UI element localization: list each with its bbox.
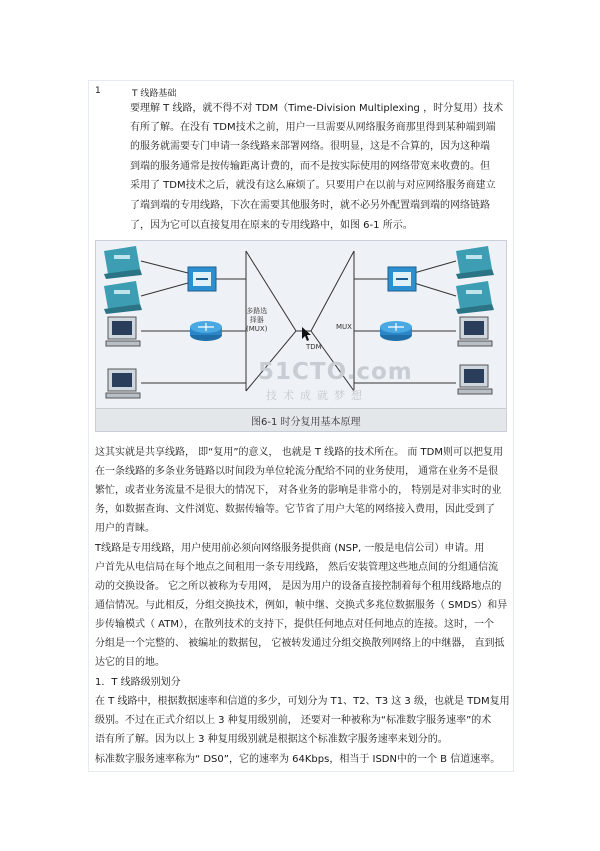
body-line: 标准数字服务速率称为“ DS0”，它的速率为 64Kbps，相当于 ISDN中的一个 B 信道速率。 xyxy=(95,754,501,765)
tdm-label: TDM xyxy=(306,343,322,351)
intro-line: 有所了解。在没有 TDM技术之前，用户一旦需要从网络服务商那里得到某种端到端 xyxy=(130,122,496,133)
router-icon-left xyxy=(190,321,222,341)
body-line: 分组是一个完整的、 被编址的数据包， 它被转发通过分组交换散列网络上的中继器， 直到抵 xyxy=(95,638,505,649)
phone-icon-left-2 xyxy=(104,281,142,314)
figure-caption: 图6-1 时分复用基本原理 xyxy=(251,417,361,428)
body-line: 户首先从电信局在每个地点之间租用一条专用线路， 然后安装管理这些地点间的分组通信流 xyxy=(95,562,499,573)
mux-right-label: MUX xyxy=(336,323,352,331)
watermark-51cto: 51CTO.com xyxy=(258,359,413,385)
intro-line: 了，因为它可以直接复用在原来的专用线路中，如图 6-1 所示。 xyxy=(130,220,413,231)
computer-icon-left-2 xyxy=(106,369,140,398)
tdm-diagram-figure xyxy=(95,240,507,432)
multiplexer-icon-left xyxy=(188,267,216,291)
phone-icon-right-1 xyxy=(456,246,494,279)
section-title: T 线路基础 xyxy=(132,89,177,99)
subsection-heading: 1．T 线路级别划分 xyxy=(95,677,181,688)
body-line: 用户的青睐。 xyxy=(95,523,155,534)
body-line: 在一条线路的多条业务链路以时间段为单位轮流分配给不同的业务使用， 通常在业务不是很 xyxy=(95,466,499,477)
phone-icon-right-2 xyxy=(456,281,494,314)
router-icon-right xyxy=(380,321,412,341)
computer-icon-left-1 xyxy=(106,317,140,346)
body-line: T线路是专用线路，用户使用前必须向网络服务提供商 (NSP, 一般是电信公司）申请。用 xyxy=(95,543,485,554)
body-line: 在 T 线路中，根据数据速率和信道的多少，可划分为 T1、T2、T3 这 3 级，也就是 TDM复用 xyxy=(95,696,510,707)
intro-line: 要理解 T 线路，就不得不对 TDM（Time-Division Multiplexing ，时分复用）技术 xyxy=(130,103,504,114)
computer-icon-right-1 xyxy=(458,317,492,346)
body-line: 这其实就是共享线路， 即“复用”的意义， 也就是 T 线路的技术所在。 而 TDM则可以把复用 xyxy=(95,447,503,458)
figure-caption-bar xyxy=(96,408,506,431)
body-line: 语有所了解。因为以上 3 种复用级别就是根据这个标准数字服务速率来划分的。 xyxy=(95,734,448,745)
body-line: 务，如数据查询、文件浏览、数据传输等。它节省了用户大笔的网络接入费用，因此受到了 xyxy=(95,504,495,515)
body-line: 动的交换设备。 它之所以被称为专用网， 是因为用户的设备直接控制着每个租用线路地点的 xyxy=(95,581,502,592)
body-line: 达它的目的地。 xyxy=(95,657,165,668)
section-number: 1 xyxy=(95,86,101,96)
intro-line: 采用了 TDM技术之后，就没有这么麻烦了。只要用户在以前与对应网络服务商建立 xyxy=(130,180,496,191)
body-line: 步传输模式（ ATM），在散列技术的支持下，提供任何地点对任何地点的连接。这时，一个 xyxy=(95,619,494,630)
cursor-icon xyxy=(302,327,311,341)
computer-icon-right-2 xyxy=(458,365,492,394)
intro-line: 了端到端的专用线路，下次在需要其他服务时，就不必另外配置端到端的网络链路 xyxy=(130,200,490,211)
watermark-slogan: 技术成就梦想 xyxy=(266,389,368,402)
intro-line: 的服务就需要专门申请一条线路来部署网络。很明显，这是不合算的，因为这种端 xyxy=(130,141,490,152)
mux-left-label: 多路选 择器 (MUX) xyxy=(246,307,268,333)
intro-line: 到端的服务通常是按传输距离计费的，而不是按实际使用的网络带宽来收费的。但 xyxy=(130,161,490,172)
body-line: 通信情况。与此相反，分组交换技术，例如，帧中继、交换式多兆位数据服务（ SMDS）和异 xyxy=(95,600,508,611)
body-line: 繁忙，或者业务流量不是很大的情况下， 对各业务的影响是非常小的， 特别是对非实时的业 xyxy=(95,485,502,496)
phone-icon-left-1 xyxy=(104,246,142,279)
body-line: 级别。不过在正式介绍以上 3 种复用级别前， 还要对一种被称为“标准数字服务速率”的术 xyxy=(95,715,492,726)
multiplexer-icon-right xyxy=(388,267,416,291)
